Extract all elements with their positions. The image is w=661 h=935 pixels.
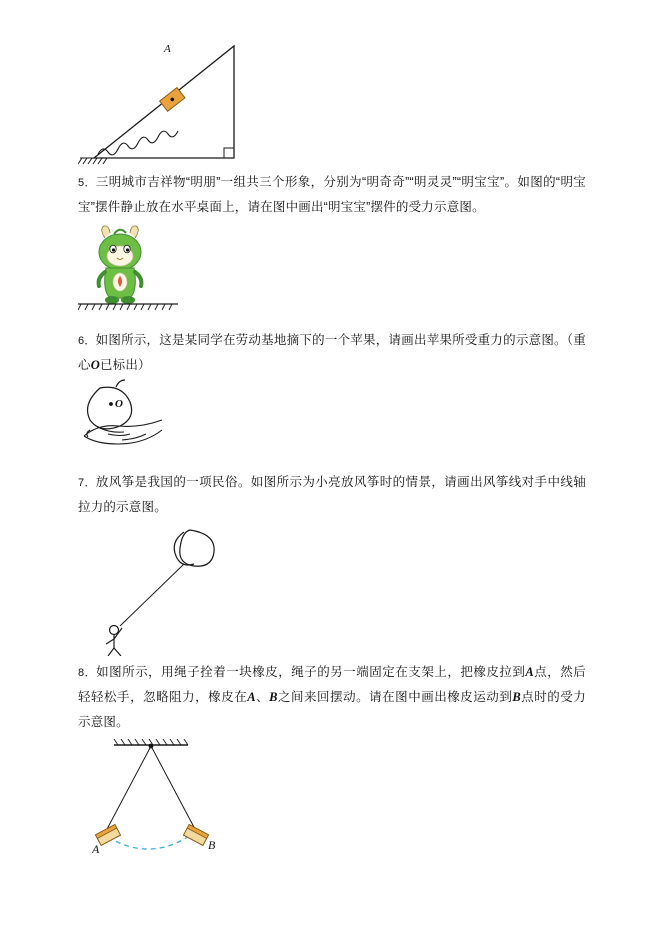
string-to-a xyxy=(106,746,151,831)
question-5-text xyxy=(78,170,586,220)
question-6-body-before: 如图所示，这是某同学在劳动基地摘下的一个苹果，请画出苹果所受重力的示意图。（重心 xyxy=(78,333,586,372)
question-8-part-1: 如图所示，用绳子拴着一块橡皮，绳子的另一端固定在支架上，把橡皮拉到 xyxy=(96,665,526,679)
question-8-number: 8． xyxy=(78,667,97,679)
question-6-center-symbol: O xyxy=(90,358,100,372)
question-7-body: 放风筝是我国的一项民俗。如图所示为小亮放风筝时的情景，请画出风筝线对手中线轴拉力的示意图。 xyxy=(78,475,586,514)
table-hatching xyxy=(78,304,172,310)
question-8-part-3: 、 xyxy=(255,690,270,704)
person-stick-figure xyxy=(106,626,122,657)
label-a-point: A xyxy=(92,842,100,856)
question-5-body: 三明城市吉祥物“明朋”一组共三个形象，分别为“明奇奇”“明灵灵”“明宝宝”。如图的“明宝宝”摆件静止放在水平桌面上，请在图中画出“明宝宝”摆件的受力示意图。 xyxy=(78,175,586,214)
question-6-number: 6． xyxy=(78,335,96,347)
question-8-part-4: 之间来回摆动。请在图中画出橡皮运动到 xyxy=(277,690,513,704)
pendulum-eraser-figure xyxy=(78,735,586,870)
eraser-at-b xyxy=(183,825,208,846)
center-of-gravity-dot xyxy=(109,402,113,406)
right-angle-mark xyxy=(224,148,234,158)
question-6-body-after: 已标出） xyxy=(99,358,151,372)
question-8-point-a2: A xyxy=(247,690,256,704)
block-a xyxy=(160,88,185,112)
page-content xyxy=(78,28,586,870)
spring-coil xyxy=(98,131,178,155)
apple-diagram-svg xyxy=(78,378,258,466)
kite-diagram-svg xyxy=(98,520,318,656)
mascot-diagram-svg xyxy=(78,220,278,326)
question-8-point-b2: B xyxy=(512,690,521,704)
question-8-text xyxy=(78,660,586,735)
string-to-b xyxy=(151,746,196,831)
apple-in-hand-figure xyxy=(78,378,586,470)
incline-diagram-svg xyxy=(78,30,338,170)
mascot-figure xyxy=(99,226,142,304)
incline-block-spring-figure xyxy=(78,30,586,170)
question-8-part-5: 点时的受力示意图。 xyxy=(78,690,586,729)
apple-outline xyxy=(88,387,132,429)
label-o: O xyxy=(115,398,123,410)
question-5-number: 5． xyxy=(78,177,96,189)
kite-flying-figure xyxy=(78,520,586,660)
question-8-point-a1: A xyxy=(525,665,534,679)
question-7-number: 7． xyxy=(78,477,96,489)
question-7-text xyxy=(78,470,586,520)
mascot-on-table-figure xyxy=(78,220,586,328)
kite-shape xyxy=(174,530,214,566)
kite-string xyxy=(120,564,184,626)
question-6-text xyxy=(78,328,586,378)
question-8-point-b1: B xyxy=(269,690,278,704)
question-8-part-2: 点，然后轻轻松手，忽略阻力，橡皮在 xyxy=(78,665,586,704)
ground-hatching xyxy=(78,158,108,164)
label-b-point: B xyxy=(208,838,216,852)
label-a: A xyxy=(164,43,171,55)
apple-stem xyxy=(116,380,125,387)
pendulum-diagram-svg xyxy=(92,739,312,869)
